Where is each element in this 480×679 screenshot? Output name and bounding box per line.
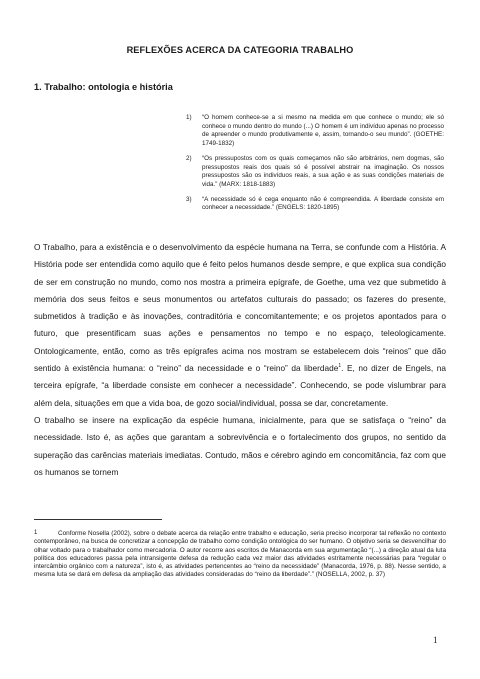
- document-title: REFLEXÕES ACERCA DA CATEGORIA TRABALHO: [126, 45, 354, 55]
- footnote-text: Conforme Nosella (2002), sobre o debate acerca da relação entre trabalho e educação, seria preciso incorporar tal reflexão no contexto contemporâneo, na busca de concretizar a concepção de trabalho como condição ontológica do ser humano. O objetivo seria se desvencilhar do olhar voltado para o trabalhador como mercadoria. O autor recorre aos escritos de Manacorda em sua argumentação “(...) a direção atual da luta política dos educadores passa pela intransigente defesa da redução cada vez maior das atividades estritamente necessárias para “regular o intercâmbio orgânico com a natureza”, isto é, as atividades pertencentes ao “reino da necessidade” (Manacorda, 1976, p. 88). Nesse sentido, a mesma luta se dará em defesa da ampliação das atividades consideradas do “reino da liberdade”.” (NOSELLA, 2002, p. 37): [34, 530, 446, 579]
- epigraph-text: “O homem conhece-se a si mesmo na medida em que conhece o mundo; ele só conhece o mundo dentro do mundo (...) O homem é um indivíduo apenas no processo de apreender o mundo produtivamente e, assim, tornando-o seu mundo”. (GOETHE: 1749-1832): [202, 114, 444, 148]
- footnote-number: 1: [34, 530, 38, 536]
- body-paragraph: [34, 239, 446, 412]
- epigraph-marx: [186, 155, 444, 190]
- epigraph-list: [186, 114, 444, 219]
- body-text: [34, 239, 446, 481]
- body-paragraph: O trabalho se insere na explicação da espécie humana, inicialmente, para que se satisfaça o “reino” da necessidade. Isto é, as ações que garantam a sobrevivência e o fortalecimento dos grupos, no sentido da superação das carências materiais imediatas. Contudo, mãos e cérebro agindo em concomitância, faz com que os humanos se tornem: [34, 414, 446, 477]
- footnote-separator: [34, 519, 162, 520]
- epigraph-number: 2): [186, 154, 192, 162]
- epigraph-engels: [186, 196, 444, 213]
- epigraph-text: “Os pressupostos com os quais começamos não são arbitrários, nem dogmas, são pressupostos reais dos quais só é possível abstrair na imaginação. Os nossos pressupostos são os indivíduos reais, a sua ação e as suas condições materiais de vida.” (MARX: 1818-1883): [202, 154, 444, 188]
- section-heading: 1. Trabalho: ontologia e história: [34, 82, 173, 92]
- epigraph-number: 3): [186, 195, 192, 203]
- page-number: 1: [433, 635, 438, 645]
- epigraph-text: “A necessidade só é cega enquanto não é compreendida. A liberdade consiste em conhecer a necessidade.” (ENGELS: 1820-1895): [202, 195, 444, 212]
- epigraph-number: 1): [186, 114, 192, 121]
- footnote-reference[interactable]: 1: [338, 363, 342, 370]
- paragraph-text: O Trabalho, para a existência e o desenvolvimento da espécie humana na Terra, se confunde com a História. A História pode ser entendida como aquilo que é feito pelos humanos desde sempre, e que explica sua condição de ser em construção no mundo, como nos mostra a primeira epígrafe, de Goethe, uma vez que submetido à memória dos seus feitos e seus monumentos ou artefatos culturais do passado; os fazeres do presente, submetidos à tradição e às inovações, contraditória e concomitantemente; e os projetos apontados para o futuro, que presentificam suas ações e pensamentos no tempo e no espaço, teleologicamente. Ontologicamente, então, como as três epígrafes acima nos mostram se estabelecem dois “reinos” que dão sentido à existência humana: o “reino” da necessidade e o “reino” da liberdade: [34, 242, 446, 374]
- epigraph-goethe: [186, 114, 444, 149]
- footnote: [34, 530, 446, 580]
- paragraph-text: . E, no dizer de Engels, na terceira epígrafe, “a liberdade consiste em conhecer a necessidade”. Conhecendo, se pode vislumbrar para além dela, situações em que a vida boa, de gozo social/individual, possa se dar, concretamente.: [34, 363, 446, 408]
